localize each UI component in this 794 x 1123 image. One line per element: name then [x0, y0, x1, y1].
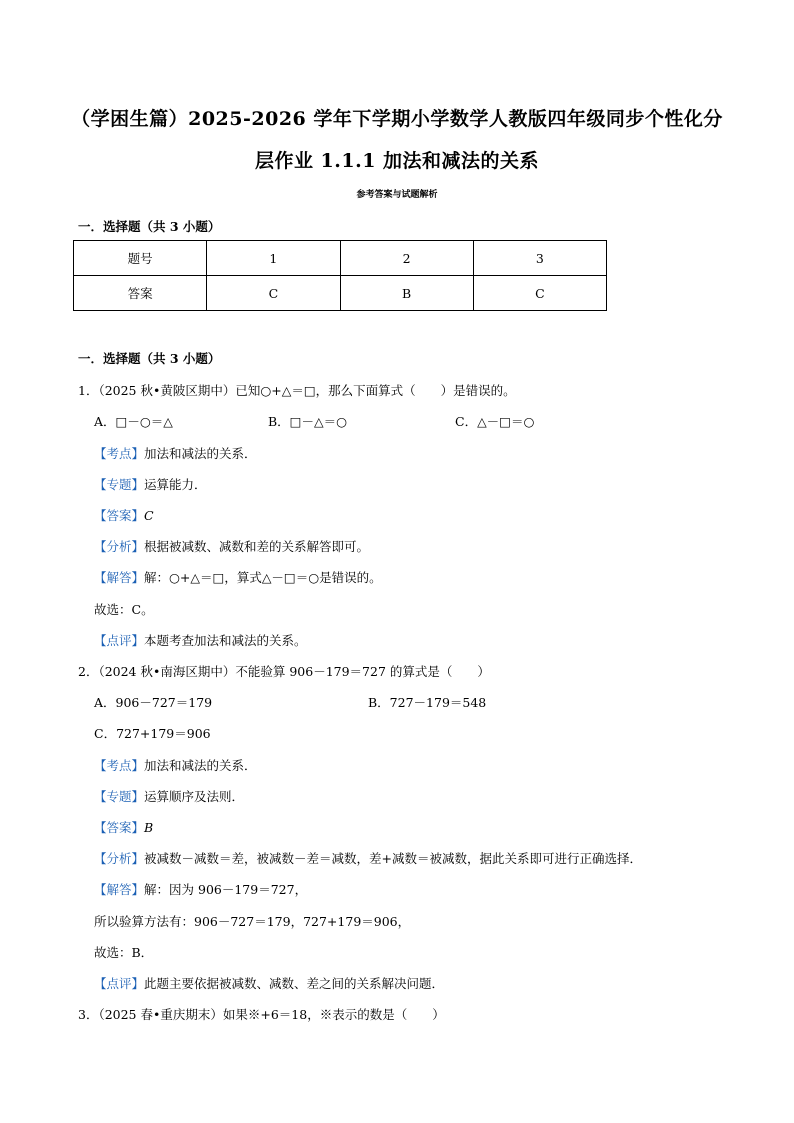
kaodian-tag: 【考点】 — [94, 446, 145, 461]
document-subtitle: 参考答案与试题解析 — [356, 190, 438, 200]
jieda-text: 解：因为 906－179＝727， — [144, 882, 308, 897]
q1-daan — [94, 506, 154, 524]
q2-fenxi — [94, 849, 642, 867]
table-header-label: 题号 — [74, 241, 207, 276]
daan-tag: 【答案】 — [94, 820, 145, 835]
jieda-tag: 【解答】 — [94, 570, 145, 585]
dianping-text: 此题主要依据被减数、减数、差之间的关系解决问题． — [144, 976, 445, 991]
q1-stem: 1．（2025 秋•黄陂区期中）已知○+△＝□，那么下面算式（ ）是错误的。 — [78, 383, 516, 398]
zhuanti-tag: 【专题】 — [94, 789, 145, 804]
jieda-tag: 【解答】 — [94, 882, 145, 897]
zhuanti-text: 运算能力． — [144, 477, 207, 492]
q1-kaodian — [94, 444, 257, 462]
q2-dianping — [94, 974, 444, 992]
q3-stem: 3．（2025 春•重庆期末）如果※+6＝18，※表示的数是（ ） — [78, 1007, 445, 1022]
table-cell: 3 — [473, 241, 606, 276]
table-cell: 2 — [340, 241, 473, 276]
q1-option-c: C．△－□＝○ — [455, 414, 535, 429]
table-cell: C — [207, 276, 340, 311]
q2-jieda-line2: 所以验算方法有：906－727＝179，727+179＝906， — [94, 914, 411, 929]
q1-zhuanti — [94, 475, 207, 493]
fenxi-tag: 【分析】 — [94, 539, 145, 554]
document-title-line2: 层作业 1.1.1 加法和减法的关系 — [254, 150, 540, 172]
q1-guxuan: 故选：C。 — [94, 602, 154, 617]
table-row — [74, 241, 607, 276]
q1-jieda — [94, 568, 382, 586]
fenxi-text: 被减数－减数＝差，被减数－差＝减数，差+减数＝被减数，据此关系即可进行正确选择． — [144, 851, 642, 866]
table-cell: C — [473, 276, 606, 311]
section-heading-questions: 一．选择题（共 3 小题） — [78, 351, 221, 366]
table-answer-label: 答案 — [74, 276, 207, 311]
table-row — [74, 276, 607, 311]
dianping-tag: 【点评】 — [94, 633, 145, 648]
fenxi-text: 根据被减数、减数和差的关系解答即可。 — [144, 539, 370, 554]
zhuanti-tag: 【专题】 — [94, 477, 145, 492]
q2-kaodian — [94, 756, 257, 774]
q1-option-b: B．□－△＝○ — [268, 414, 348, 429]
q2-option-b: B．727－179＝548 — [368, 695, 487, 710]
daan-text: B — [144, 820, 154, 835]
fenxi-tag: 【分析】 — [94, 851, 145, 866]
document-title-line1: （学困生篇）2025-2026 学年下学期小学数学人教版四年级同步个性化分 — [71, 108, 723, 130]
kaodian-text: 加法和减法的关系． — [144, 446, 257, 461]
q2-option-c: C．727+179＝906 — [94, 726, 211, 741]
q1-option-a: A．□－○＝△ — [94, 414, 173, 429]
kaodian-text: 加法和减法的关系． — [144, 758, 257, 773]
q1-dianping — [94, 631, 307, 649]
q2-zhuanti — [94, 787, 244, 805]
answer-table — [73, 240, 607, 311]
table-cell: B — [340, 276, 473, 311]
q2-guxuan: 故选：B． — [94, 945, 154, 960]
dianping-text: 本题考查加法和减法的关系。 — [144, 633, 307, 648]
q2-option-a: A．906－727＝179 — [94, 695, 213, 710]
q1-fenxi — [94, 537, 369, 555]
jieda-text: 解：○+△＝□，算式△－□＝○是错误的。 — [144, 570, 382, 585]
kaodian-tag: 【考点】 — [94, 758, 145, 773]
q2-daan — [94, 818, 153, 836]
table-cell: 1 — [207, 241, 340, 276]
daan-text: C — [144, 508, 154, 523]
dianping-tag: 【点评】 — [94, 976, 145, 991]
section-heading-answers: 一．选择题（共 3 小题） — [78, 219, 221, 234]
daan-tag: 【答案】 — [94, 508, 145, 523]
zhuanti-text: 运算顺序及法则． — [144, 789, 245, 804]
q2-jieda — [94, 880, 307, 898]
q2-stem: 2．（2024 秋•南海区期中）不能验算 906－179＝727 的算式是（ ） — [78, 664, 490, 679]
